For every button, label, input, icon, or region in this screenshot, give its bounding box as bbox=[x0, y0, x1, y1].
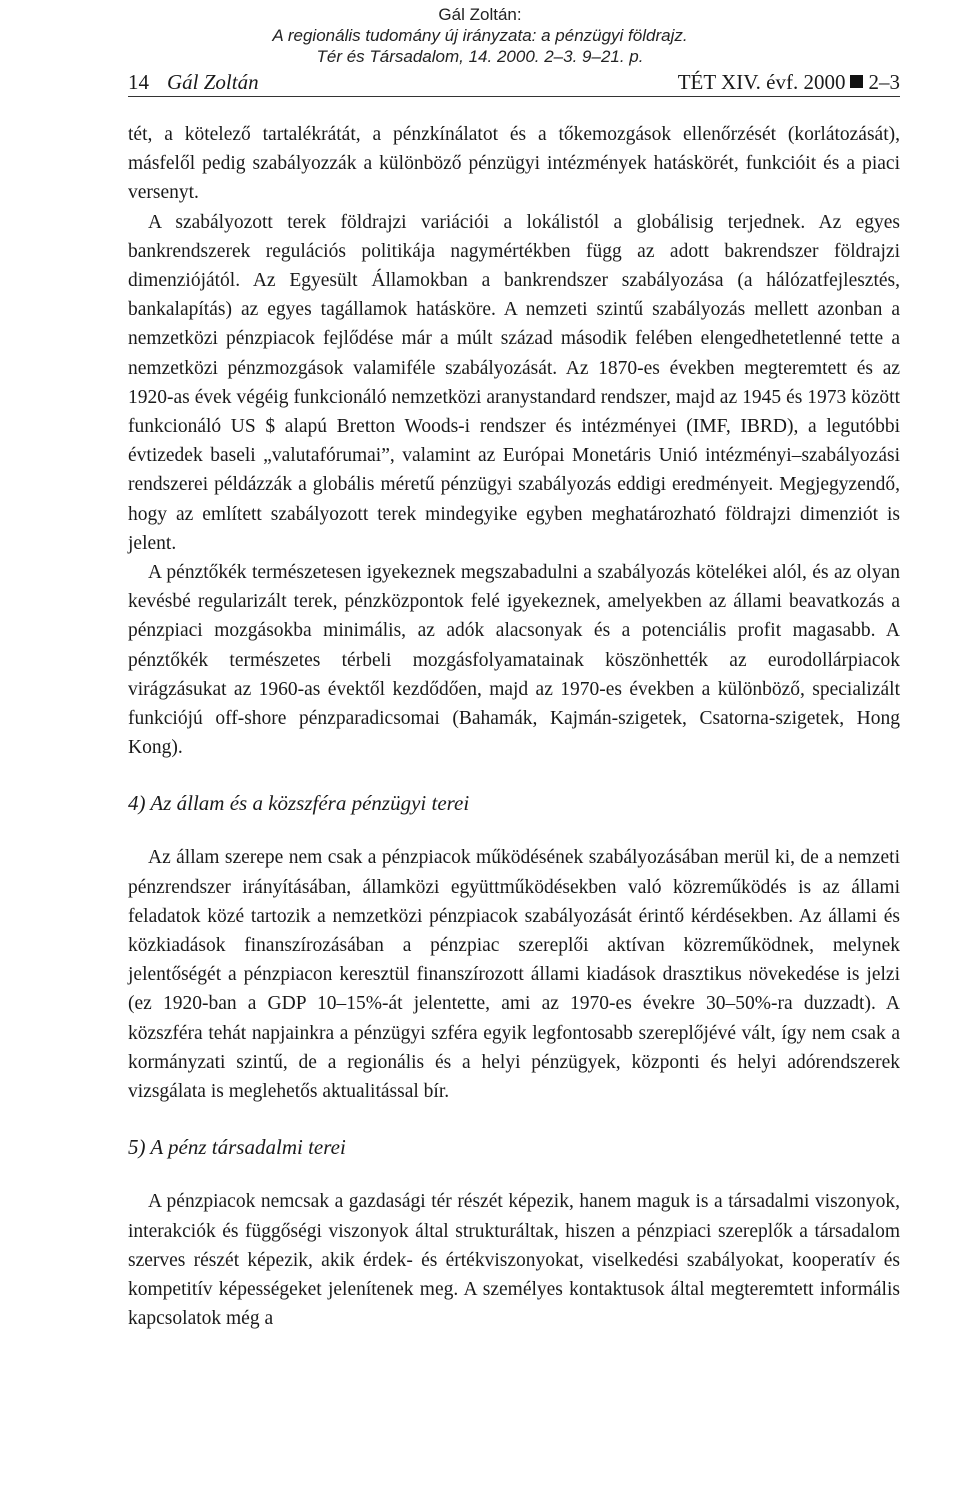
section-heading: 4) Az állam és a közszféra pénzügyi terei bbox=[128, 791, 470, 816]
citation-author: Gál Zoltán: bbox=[438, 5, 522, 24]
section-heading: 5) A pénz társadalmi terei bbox=[128, 1135, 346, 1160]
running-header bbox=[128, 66, 900, 97]
paragraph: tét, a kötelező tartalékrátát, a pénzkínálatot és a tőkemozgások ellenőrzését (korlátozását), másfelől pedig szabályozzák a különböző pénzügyi intézmények hatáskörét, funkcióit és a piaci versenyt. bbox=[128, 124, 900, 204]
article-body bbox=[128, 120, 900, 1333]
paragraph: A pénztőkék természetesen igyekeznek megszabadulni a szabályozás kötelékei alól, és az olyan kevésbé regularizált terek, pénzközpontok felé igyekeznek, amelyekben az állami beavatkozás a pénzpiaci mozgásokba minimális, az adók alacsonyak és a potenciális profit magasabb. A pénztőkék természetes térbeli mozgásfolyamatainak köszönhették az eurodollárpiacok virágzásukat az 1960-as évektől kezdődően, majd az 1970-es években a különböző, specializált funkciójú off-shore pénzparadicsomai (Bahamák, Kajmán-szigetek, Csatorna-szigetek, Hong Kong). bbox=[128, 562, 900, 759]
paragraph: A pénzpiacok nemcsak a gazdasági tér részét képezik, hanem maguk is a társadalmi viszonyok, interakciók és függőségi viszonyok által strukturáltak, hiszen a pénzpiaci szereplők a társadalom szerves részét képezik, akik érdek- és értékviszonyokat, viselkedési szabályokat, kooperatív és kompetitív képességeket jelenítenek meg. A személyes kontaktusok által megteremtett informális kapcsolatok még a bbox=[128, 1191, 900, 1330]
page-number: 14 bbox=[128, 70, 149, 94]
paragraph: A szabályozott terek földrajzi variációi a lokálistól a globálisig terjednek. Az egyes bankrendszerek regulációs politikája nagymértékben függ az adott bakrendszer földrajzi dimenziójától. Az Egyesült Államokban a bankrendszer szabályozása (a hálózatfejlesztés, bankalapítás) az egyes tagállamok hatásköre. A nemzeti szintű szabályozás mellett azonban a nemzetközi pénzpiacok fejlődése már a múlt század második felében elengedhetetlenné tette a nemzetközi pénzmozgások valamiféle szabályozását. Az 1870-es években megteremtett és az 1920-as évek végéig funkcionáló nemzetközi aranystandard rendszer, majd az 1945 és 1973 között funkcionáló US $ alapú Bretton Woods-i rendszer és intézményei (IMF, IBRD), a legutóbbi évtizedek baseli „valutafórumai”, valamint az Európai Monetáris Unió intézményi–szabályozási rendszerei példázzák a globális méretű pénzügyi szabályozás eddigi eredményeit. Megjegyzendő, hogy az említett szabályozott terek mindegyike egyben meghatározható földrajzi dimenziót is jelent. bbox=[128, 211, 900, 554]
header-issue: 2–3 bbox=[868, 70, 900, 94]
citation-title: A regionális tudomány új irányzata: a pénzügyi földrajz. bbox=[272, 26, 688, 45]
header-journal: TÉT XIV. évf. 2000 bbox=[677, 70, 846, 94]
paragraph: Az állam szerepe nem csak a pénzpiacok működésének szabályozásában merül ki, de a nemzeti pénzrendszer irányításában, államközi együttműködésekben való közreműködés is az állami feladatok közé tartozik a nemzetközi pénzpiacok szabályozását érintő kérdésekben. Az állami és közkiadások finanszírozásában a pénzpiac szereplői aktívan közreműködnek, melynek jelentőségét a pénzpiacon keresztül finanszírozott állami kiadások drasztikus növekedése is jelzi (ez 1920-ban a GDP 10–15%-át jelentette, ami az 1970-es évekre 30–50%-ra duzzadt). A közszféra tehát napjainkra a pénzügyi szféra egyik legfontosabb szereplőjévé vált, így nem csak a kormányzati szintű, de a regionális és a helyi pénzügyek, központi és helyi adórendszerek vizsgálata is meglehetős aktualitással bír. bbox=[128, 847, 900, 1103]
citation-source: Tér és Társadalom, 14. 2000. 2–3. 9–21. p. bbox=[316, 47, 644, 66]
citation-block bbox=[0, 4, 960, 67]
header-author: Gál Zoltán bbox=[167, 70, 259, 94]
square-bullet-icon bbox=[850, 75, 863, 88]
